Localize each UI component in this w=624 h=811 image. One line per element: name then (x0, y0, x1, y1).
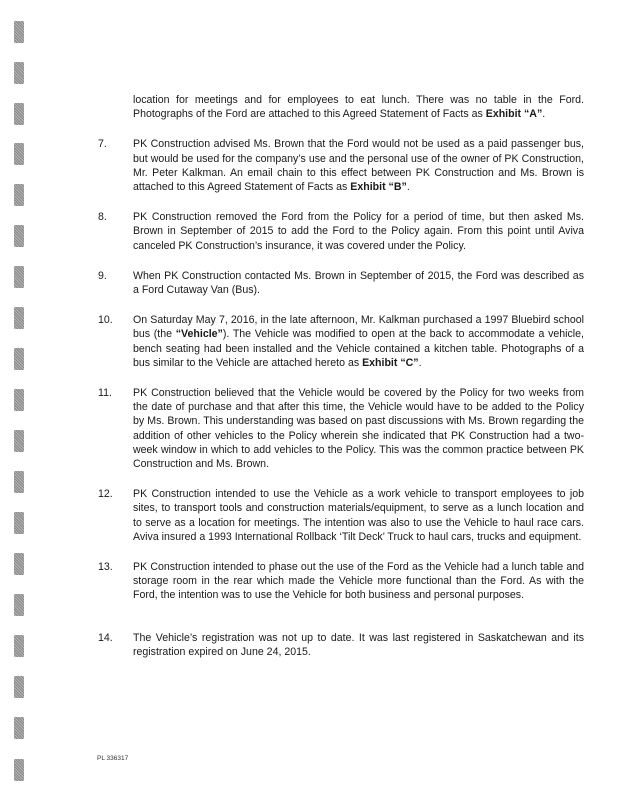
binder-hole (14, 184, 24, 206)
paragraph-text: PK Construction advised Ms. Brown that the Ford would not be used as a paid passenger bus, but would be used for the company’s use and the personal use of the owner of PK Construction, Mr. Peter Kalkman. An email chain to this effect between PK Construction and Ms. Brown is attached to this Agreed Statement of Facts as Exhibit “B”. (133, 138, 584, 194)
binder-hole (14, 512, 24, 534)
binder-hole (14, 307, 24, 329)
binder-hole (14, 103, 24, 125)
paragraph-number: 10. (98, 314, 113, 327)
defined-term: “Vehicle” (175, 328, 223, 341)
binder-hole (14, 635, 24, 657)
paragraph-text: When PK Construction contacted Ms. Brown in September of 2015, the Ford was described as a Ford Cutaway Van (Bus). (133, 269, 584, 297)
document-footer-id: PL 336317 (97, 755, 129, 762)
binder-hole (14, 389, 24, 411)
paragraph-number: 12. (98, 488, 113, 501)
binder-hole (14, 225, 24, 247)
paragraph-text: PK Construction believed that the Vehicle would be covered by the Policy for two weeks from the date of purchase and that after this time, the Vehicle would have to be added to the Policy by Ms. Brown. This understanding was based on past discussions with Ms. Brown regarding the addition of other vehicles to the Policy wherein she indicated that PK Construction had a two-week window in which to add vehicles to the Policy. This was the common practice between PK Construction and Ms. Brown. (133, 387, 584, 471)
paragraph-7 (98, 137, 584, 194)
binder-hole (14, 143, 24, 165)
paragraph-number: 14. (98, 631, 113, 644)
paragraph-number: 8. (98, 211, 107, 224)
binder-hole (14, 348, 24, 370)
paragraph-13 (98, 560, 584, 603)
exhibit-reference: Exhibit “C” (362, 356, 419, 369)
paragraph-8 (98, 210, 584, 253)
paragraph-number: 11. (98, 387, 112, 400)
binder-hole (14, 759, 24, 781)
paragraph-number: 13. (98, 561, 113, 574)
paragraph-text: PK Construction removed the Ford from the Policy for a period of time, but then asked Ms. Brown in September of 2015 to add the Ford to the Policy again. From this point until Aviva canceled PK Construction’s insurance, it was covered under the Policy. (133, 211, 584, 252)
paragraph-number: 7. (98, 138, 107, 151)
paragraph-12 (98, 487, 584, 544)
paragraph-14 (98, 631, 584, 659)
continued-paragraph: location for meetings and for employees to eat lunch. There was no table in the Ford. Photographs of the Ford are attached to this Agreed Statement of Facts as Exhibit “A”. (133, 94, 584, 121)
paragraph-text: The Vehicle’s registration was not up to date. It was last registered in Saskatchewan and its registration expired on June 24, 2015. (133, 631, 584, 658)
binder-hole (14, 553, 24, 575)
paragraph-text: On Saturday May 7, 2016, in the late afternoon, Mr. Kalkman purchased a 1997 Bluebird school bus (the “Vehicle”). The Vehicle was modified to open at the back to accommodate a vehicle, bench seating had been installed and the Vehicle contained a kitchen table. Photographs of a bus similar to the Vehicle are attached hereto as Exhibit “C”. (133, 314, 584, 369)
paragraph-text: PK Construction intended to use the Vehicle as a work vehicle to transport employees to job sites, to transport tools and construction materials/equipment, to serve as a lunch location and to serve as a location for meetings. The intention was also to use the Vehicle to haul race cars. Aviva insured a 1993 International Rollback ‘Tilt Deck’ Truck to haul cars, trucks and equipment. (133, 488, 584, 543)
binder-hole (14, 471, 24, 493)
binder-hole (14, 21, 24, 43)
binder-hole (14, 594, 24, 616)
document-page (98, 93, 584, 659)
exhibit-reference: Exhibit “B” (350, 181, 407, 194)
paragraph-text: PK Construction intended to phase out the use of the Ford as the Vehicle had a lunch table and storage room in the rear which made the Vehicle more functional than the Ford. As with the Ford, the intention was to use the Vehicle for both business and personal purposes. (133, 561, 584, 602)
binder-hole-strip (14, 0, 25, 811)
binder-hole (14, 62, 24, 84)
exhibit-reference: Exhibit “A” (485, 108, 543, 121)
paragraph-9 (98, 269, 584, 297)
binder-hole (14, 676, 24, 698)
paragraph-number: 9. (98, 269, 107, 282)
paragraph-11 (98, 386, 584, 471)
binder-hole (14, 266, 24, 288)
paragraph-10 (98, 313, 584, 370)
binder-hole (14, 430, 24, 452)
binder-hole (14, 717, 24, 739)
